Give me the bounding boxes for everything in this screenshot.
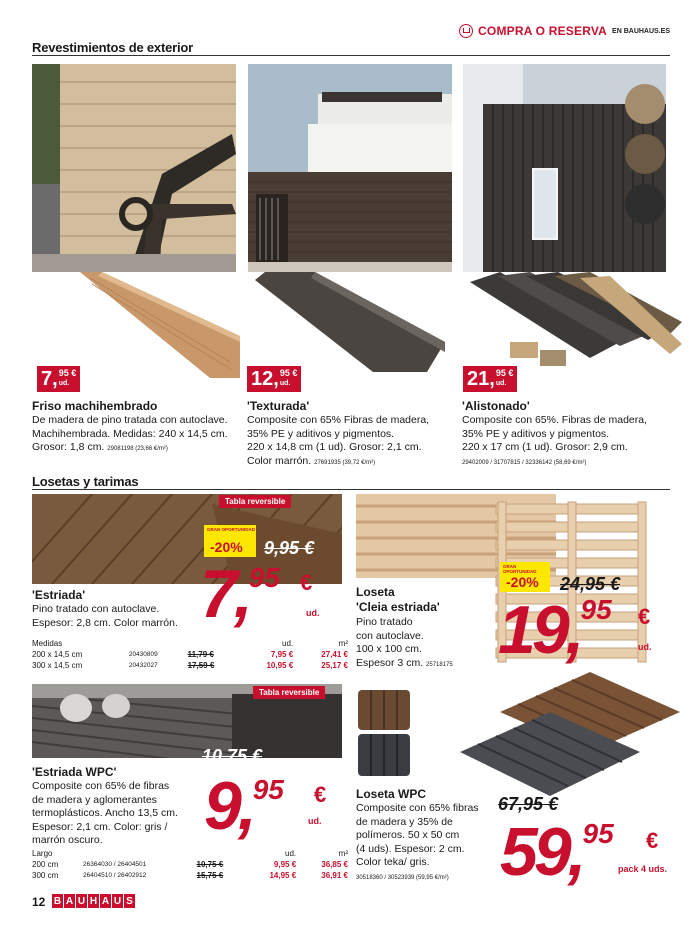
row-m2-price: 27,41 € [321, 650, 348, 659]
price-euro: € [314, 782, 327, 807]
texturada-ref: 27691935 (39,72 €/m²) [314, 459, 376, 466]
price-unit: ud. [308, 816, 322, 826]
page-number: 12 [32, 895, 46, 909]
friso-line-3 [32, 441, 244, 457]
texturada-line-4 [247, 455, 459, 471]
alistonado-description [462, 414, 674, 470]
row-ref: 26364030 / 26404501 [83, 861, 147, 868]
col-ud: ud. [282, 639, 294, 648]
cleia-old-price: 24,95 € [560, 574, 621, 594]
row-ref: 26404510 / 26402912 [83, 872, 147, 879]
loseta-wpc-line-5: Color teka/ gris. [356, 856, 430, 868]
cleia-description [356, 616, 453, 672]
price-int: 12, [251, 368, 279, 390]
row-size: 300 cm [32, 871, 59, 880]
logo-letter: A [101, 895, 110, 907]
oportunidad-badge [500, 562, 550, 592]
price-unit: ud. [306, 608, 320, 618]
col-medidas: Medidas [32, 639, 63, 648]
section-divider [32, 489, 670, 490]
estriada-line-1: Pino tratado con autoclave. [32, 603, 160, 615]
wpc-line-1: Composite con 65% de fibras [32, 780, 170, 792]
loseta-wpc-line-1: Composite con 65% fibras [356, 802, 479, 814]
price-euro: € [646, 828, 659, 853]
wpc-line-4: Espesor: 2,1 cm. Color: gris / [32, 820, 168, 833]
estriada-old-price: 9,95 € [264, 538, 315, 558]
price-cents: 95 [248, 562, 280, 593]
cleia-ref: 25718175 [426, 661, 453, 668]
oportunidad-label: GRAN OPORTUNIDAD [207, 527, 255, 532]
discount-percent: -20% [506, 574, 539, 590]
friso-line-1: De madera de pino tratada con autoclave. [32, 414, 228, 426]
price-int: 7, [41, 368, 58, 390]
wpc-line-5: marrón oscuro. [32, 834, 103, 846]
loseta-wpc-tiles-image [460, 672, 680, 812]
price-int: 7, [200, 556, 249, 632]
friso-board-image [80, 272, 240, 380]
alistonado-ref: 29402009 / 31707815 / 32336142 (58,69 €/m²) [462, 459, 587, 466]
price-cents: 95 € [58, 368, 77, 378]
wpc-line-3: termoplásticos. Ancho 13,5 cm. [32, 807, 178, 819]
price-cents: 95 € [495, 368, 514, 378]
table-row [30, 660, 350, 671]
compra-o-reserva-banner[interactable] [459, 24, 670, 38]
tabla-reversible-badge: Tabla reversible [219, 495, 291, 508]
price-cents: 95 [252, 774, 284, 805]
alistonado-ref-line [462, 455, 674, 471]
price-unit: ud. [58, 380, 70, 387]
col-ud: ud. [285, 849, 297, 858]
row-m2-price: 36,85 € [321, 860, 348, 869]
loseta-wpc-line-4: (4 uds). Espesor: 2 cm. [356, 842, 465, 855]
row-new-price: 7,95 € [270, 650, 294, 659]
loseta-wpc-swatches [356, 690, 416, 780]
price-unit: ud. [279, 380, 291, 387]
loseta-wpc-big-price [500, 814, 668, 890]
texturada-title: 'Texturada' [247, 399, 310, 413]
row-size: 300 x 14,5 cm [32, 661, 83, 670]
row-m2-price: 25,17 € [321, 661, 348, 670]
bauhaus-logo[interactable] [52, 894, 135, 908]
texturada-line-1: Composite con 65% Fibras de madera, [247, 414, 430, 426]
row-old-price: 17,59 € [187, 661, 215, 670]
loseta-wpc-line-3: polímeros. 50 x 50 cm [356, 829, 460, 841]
row-size: 200 x 14,5 cm [32, 650, 83, 659]
table-row [30, 859, 350, 870]
alistonado-photo [463, 64, 666, 272]
wpc-description [32, 780, 178, 848]
cleia-last-line: Espesor 3 cm. [356, 656, 424, 669]
price-unit: pack 4 uds. [618, 864, 668, 874]
loseta-wpc-description [356, 802, 479, 885]
row-old-price: 15,75 € [196, 871, 224, 880]
compra-label: COMPRA O RESERVA [478, 24, 608, 38]
cleia-big-price [498, 592, 652, 668]
table-row [30, 870, 350, 881]
tabla-reversible-badge: Tabla reversible [253, 686, 325, 699]
logo-letter: U [113, 895, 122, 907]
loseta-wpc-ref: 30518360 / 30523939 (59,95 €/m²) [356, 874, 449, 881]
row-new-price: 9,95 € [273, 860, 297, 869]
texturada-board-image [255, 272, 445, 374]
texturada-description [247, 414, 459, 470]
section-title-revestimientos: Revestimientos de exterior [32, 40, 193, 55]
row-old-price: 11,79 € [187, 650, 214, 659]
texturada-line-3: 220 x 14,8 cm (1 ud). Grosor: 2,1 cm. [247, 441, 422, 453]
logo-letter: H [89, 895, 98, 907]
cleia-title-1: Loseta [356, 585, 395, 599]
wpc-big-price [204, 768, 327, 844]
friso-line-2: Machihembrada. Medidas: 240 x 14,5 cm. [32, 427, 228, 440]
alistonado-line-2: 35% PE y aditivos y pigmentos. [462, 427, 610, 440]
row-new-price: 10,95 € [266, 661, 294, 670]
loseta-wpc-ref-line [356, 870, 479, 886]
logo-letter: B [53, 895, 62, 907]
price-int: 21, [467, 368, 495, 390]
section-divider [32, 55, 670, 56]
section-title-losetas: Losetas y tarimas [32, 474, 139, 489]
alistonado-line-3: 220 x 17 cm (1 ud). Grosor: 2,9 cm. [462, 441, 628, 453]
row-new-price: 14,95 € [269, 871, 297, 880]
logo-letter: A [65, 895, 74, 907]
cart-icon [459, 24, 473, 38]
price-unit: ud. [638, 642, 652, 652]
col-largo: Largo [32, 849, 53, 858]
estriada-spec-table [30, 638, 350, 671]
estriada-line-2: Espesor: 2,8 cm. Color marrón. [32, 616, 178, 629]
oportunidad-label: GRAN OPORTUNIDAD [503, 564, 537, 574]
friso-price-tag [37, 366, 80, 392]
row-ref: 20432027 [128, 662, 158, 669]
price-cents: 95 [582, 818, 614, 849]
discount-percent: -20% [210, 539, 243, 555]
estriada-description [32, 603, 178, 630]
texturada-price-tag [247, 366, 301, 392]
table-header-row [30, 638, 350, 649]
texturada-line-2: 35% PE y aditivos y pigmentos. [247, 427, 395, 440]
friso-description [32, 414, 244, 457]
price-int: 19, [498, 592, 581, 668]
oportunidad-badge [204, 525, 256, 557]
cleia-line-2: con autoclave. [356, 629, 424, 642]
estriada-title: 'Estriada' [32, 588, 86, 602]
row-old-price: 10,75 € [196, 860, 224, 869]
texturada-last-line: Color marrón. [247, 454, 312, 467]
estriada-big-price [200, 556, 320, 632]
wpc-line-2: de madera y aglomerantes [32, 793, 157, 806]
friso-ref: 29081198 (23,66 €/m²) [107, 446, 168, 452]
alistonado-price-tag [463, 366, 517, 392]
row-m2-price: 36,91 € [321, 871, 348, 880]
loseta-wpc-old-price: 67,95 € [498, 794, 559, 814]
wpc-old-price: 10,75 € [202, 746, 263, 766]
price-int: 9, [204, 768, 253, 844]
wpc-spec-table [30, 848, 350, 881]
alistonado-line-1: Composite con 65%. Fibras de madera, [462, 414, 648, 426]
price-unit: ud. [495, 380, 507, 387]
price-euro: € [300, 570, 313, 595]
wpc-title: 'Estriada WPC' [32, 765, 117, 779]
price-euro: € [638, 604, 651, 629]
texturada-photo [248, 64, 452, 272]
friso-last-line: Grosor: 1,8 cm. [32, 441, 105, 453]
col-m2: m² [338, 639, 348, 648]
friso-photo [32, 64, 236, 272]
friso-title: Friso machihembrado [32, 399, 158, 413]
row-size: 200 cm [32, 860, 59, 869]
loseta-wpc-line-2: de madera y 35% de [356, 815, 453, 828]
col-m2: m² [338, 849, 348, 858]
cleia-line-3: 100 x 100 cm. [356, 643, 422, 655]
price-cents: 95 [580, 594, 612, 625]
logo-letter: S [124, 894, 135, 908]
alistonado-board-image [470, 272, 682, 372]
cleia-title [356, 585, 440, 615]
table-row [30, 649, 350, 660]
alistonado-title: 'Alistonado' [462, 399, 530, 413]
cleia-line-1: Pino tratado [356, 616, 413, 628]
cleia-title-2: 'Cleia estriada' [356, 600, 440, 614]
price-int: 59, [500, 814, 583, 890]
loseta-wpc-title: Loseta WPC [356, 787, 427, 801]
table-header-row [30, 848, 350, 859]
logo-letter: U [77, 895, 86, 907]
compra-site: EN BAUHAUS.ES [612, 27, 670, 35]
price-cents: 95 € [279, 368, 298, 378]
row-ref: 20430809 [128, 651, 158, 658]
cleia-line-4 [356, 657, 453, 673]
